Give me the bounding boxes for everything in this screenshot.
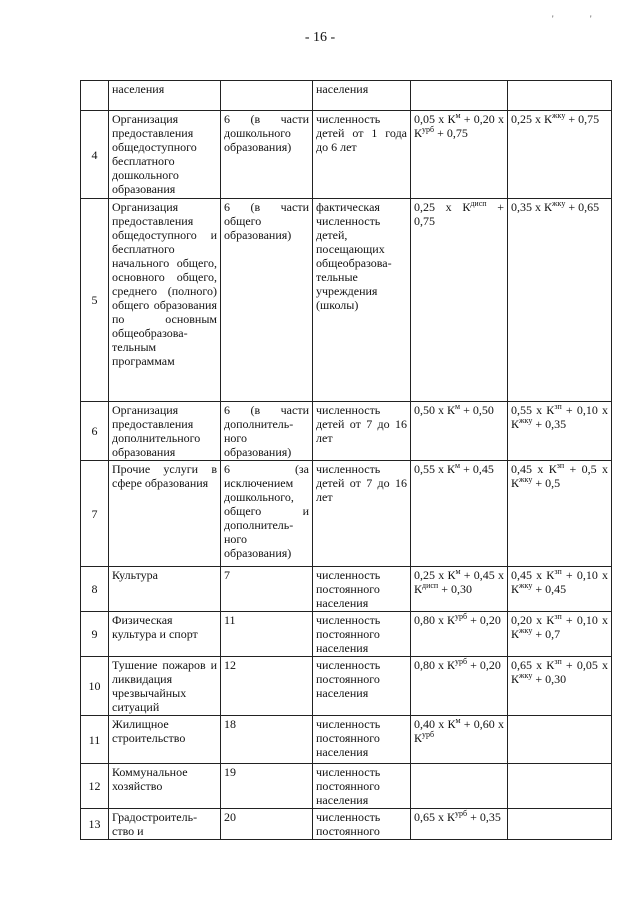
table-row	[81, 809, 612, 840]
scan-mark: '	[552, 14, 554, 24]
service-code: 6 (в части дошкольного образования)	[221, 111, 313, 199]
service-code: 11	[221, 612, 313, 657]
service-name: Градостроитель-ство и	[109, 809, 221, 840]
service-name: Культура	[109, 567, 221, 612]
formula-expenses	[508, 81, 612, 111]
formula-expenses	[508, 764, 612, 809]
indicator: численность постоянного населения	[313, 764, 411, 809]
row-number: 13	[81, 809, 109, 840]
table-row	[81, 111, 612, 199]
formula-cost: 0,55 x $К^м + 0,45$	[411, 461, 508, 567]
service-name: Организация предоставления дополнительного образования	[109, 402, 221, 461]
table-row	[81, 657, 612, 716]
formula-cost: 0,80 x $К^{урб} + 0,20$	[411, 612, 508, 657]
formula-cost	[411, 764, 508, 809]
service-name: Жилищное строительство	[109, 716, 221, 764]
row-number: 10	[81, 657, 109, 716]
table-row	[81, 461, 612, 567]
formula-cost: 0,05 x $К^м + 0,20$ x $К^{урб} + 0,75$	[411, 111, 508, 199]
formula-cost: 0,40 x $К^м + 0,60$ x $К^{урб}$	[411, 716, 508, 764]
formula-cost: 0,50 x $К^м + 0,50$	[411, 402, 508, 461]
formula-cost: 0,80 x $К^{урб} + 0,20$	[411, 657, 508, 716]
table-row	[81, 81, 612, 111]
services-table	[80, 80, 612, 840]
service-code: 6 (в части общего образования)	[221, 199, 313, 402]
formula-expenses: 0,45 x $К^{зп} + 0,5$ x $К^{жку} + 0,5$	[508, 461, 612, 567]
formula-cost: 0,65 x $К^{урб} + 0,35$	[411, 809, 508, 840]
row-number: 9	[81, 612, 109, 657]
row-number: 7	[81, 461, 109, 567]
indicator: численность детей от 7 до 16 лет	[313, 461, 411, 567]
scan-mark: '	[590, 14, 592, 24]
row-number: 8	[81, 567, 109, 612]
service-code: 19	[221, 764, 313, 809]
table-row	[81, 402, 612, 461]
service-name: Прочие услуги в сфере образования	[109, 461, 221, 567]
service-name: Организация предоставления общедоступного бесплатного дошкольного образования	[109, 111, 221, 199]
formula-cost	[411, 81, 508, 111]
formula-cost: 0,25 x $К^{дисп} + 0,75$	[411, 199, 508, 402]
formula-expenses: 0,65 x $К^{зп} + 0,05$ x $К^{жку} + 0,30$	[508, 657, 612, 716]
row-number: 4	[81, 111, 109, 199]
row-number: 5	[81, 199, 109, 402]
service-code	[221, 81, 313, 111]
formula-expenses	[508, 716, 612, 764]
table-row	[81, 199, 612, 402]
row-number: 12	[81, 764, 109, 809]
indicator: фактическая численность детей, посещающих общеобразова-тельные учреждения (школы)	[313, 199, 411, 402]
formula-cost: 0,25 x $К^м + 0,45$ x $К^{дисп} + 0,30$	[411, 567, 508, 612]
table-row	[81, 567, 612, 612]
formula-expenses: 0,45 x $К^{зп} + 0,10$ x $К^{жку} + 0,45$	[508, 567, 612, 612]
service-name: Физическая культура и спорт	[109, 612, 221, 657]
indicator: населения	[313, 81, 411, 111]
service-name: Тушение пожаров и ликвидация чрезвычайных ситуаций	[109, 657, 221, 716]
service-name: населения	[109, 81, 221, 111]
service-code: 6 (в части дополнитель-ного образования)	[221, 402, 313, 461]
service-code: 12	[221, 657, 313, 716]
indicator: численность детей от 7 до 16 лет	[313, 402, 411, 461]
indicator: численность постоянного населения	[313, 716, 411, 764]
indicator: численность постоянного	[313, 809, 411, 840]
indicator: численность постоянного населения	[313, 612, 411, 657]
formula-expenses: 0,25 x $К^{жку} + 0,75$	[508, 111, 612, 199]
table-row	[81, 716, 612, 764]
row-number: 11	[81, 716, 109, 764]
formula-expenses	[508, 809, 612, 840]
indicator: численность детей от 1 года до 6 лет	[313, 111, 411, 199]
indicator: численность постоянного населения	[313, 657, 411, 716]
service-code: 18	[221, 716, 313, 764]
service-code: 6 (за исключением дошкольного, общего и дополнитель-ного образования)	[221, 461, 313, 567]
row-number: 6	[81, 402, 109, 461]
table-row	[81, 764, 612, 809]
formula-expenses: 0,20 x $К^{зп} + 0,10$ x $К^{жку} + 0,7$	[508, 612, 612, 657]
formula-expenses: 0,35 x $К^{жку} + 0,65$	[508, 199, 612, 402]
service-name: Организация предоставления общедоступного и бесплатного начального общего, основного общего, среднего (полного) общего образования по основным общеобразова-тельным программам	[109, 199, 221, 402]
indicator: численность постоянного населения	[313, 567, 411, 612]
page-number: - 16 -	[304, 30, 336, 45]
row-number	[81, 81, 109, 111]
table-row	[81, 612, 612, 657]
service-name: Коммунальное хозяйство	[109, 764, 221, 809]
service-code: 20	[221, 809, 313, 840]
service-code: 7	[221, 567, 313, 612]
formula-expenses: 0,55 x $К^{зп} + 0,10$ x $К^{жку} + 0,35$	[508, 402, 612, 461]
